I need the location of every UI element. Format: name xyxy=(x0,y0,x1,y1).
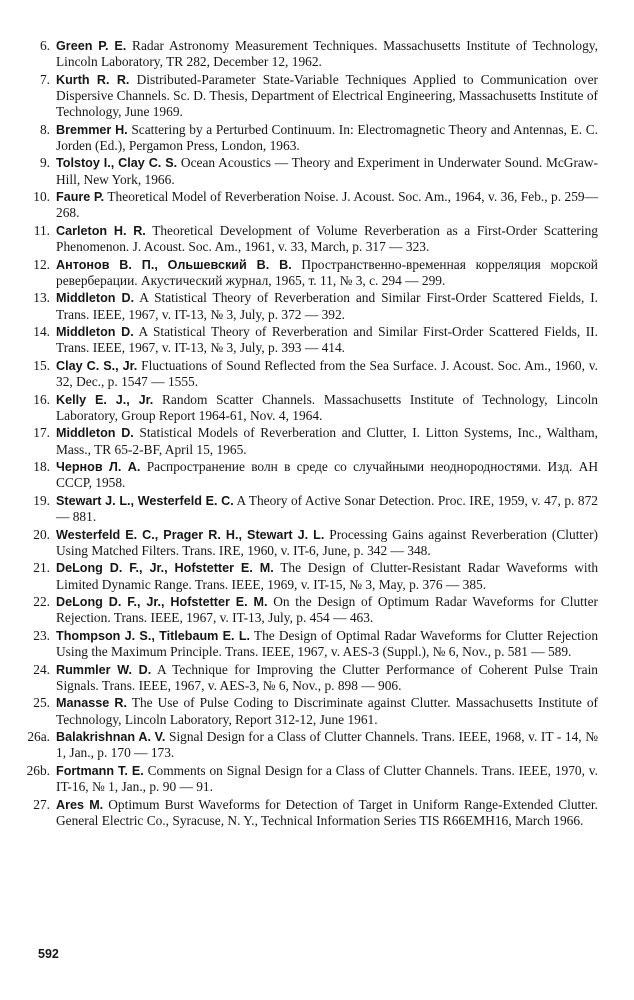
reference-author: Thompson J. S., Titlebaum E. L. xyxy=(56,628,251,643)
reference-item xyxy=(20,729,598,761)
reference-number: 13. xyxy=(33,290,50,306)
reference-number: 20. xyxy=(33,526,50,542)
page-number: 592 xyxy=(38,947,59,961)
reference-author: Антонов В. П., Ольшевский В. В. xyxy=(56,257,292,272)
reference-number: 27. xyxy=(33,796,50,812)
reference-item xyxy=(20,797,598,829)
reference-author: Kelly E. J., Jr. xyxy=(56,392,154,407)
reference-item xyxy=(20,392,598,424)
reference-author: Чернов Л. А. xyxy=(56,460,141,475)
reference-author: Carleton H. R. xyxy=(56,223,146,238)
reference-body xyxy=(56,257,598,289)
reference-number: 6. xyxy=(39,38,50,53)
reference-number: 24. xyxy=(33,661,50,677)
reference-number: 10. xyxy=(33,189,50,205)
reference-text: A Technique for Improving the Clutter Performance of Coherent Pulse Train Signals. Trans. IEEE, 1967, v. AES-3, № 6, Nov., p. 898 — 906. xyxy=(56,661,598,693)
reference-number: 26b. xyxy=(26,762,50,778)
reference-body xyxy=(56,628,598,660)
reference-number: 19. xyxy=(33,492,50,508)
reference-text: Пространственно-временная корреляция морской реверберации. Акустический журнал, 1965, т. 11, № 3, с. 294 — 299. xyxy=(56,256,598,288)
reference-author: Faure P. xyxy=(56,190,105,205)
reference-author: Ares M. xyxy=(56,797,104,812)
reference-author: DeLong D. F., Jr., Hofstetter E. M. xyxy=(56,595,268,610)
reference-number: 22. xyxy=(33,594,50,610)
reference-item xyxy=(20,189,598,221)
reference-item xyxy=(20,628,598,660)
reference-body xyxy=(56,155,598,187)
reference-item xyxy=(20,257,598,289)
reference-body xyxy=(56,560,598,592)
reference-item xyxy=(20,695,598,727)
reference-text: A Statistical Theory of Reverberation and Similar First-Order Scattered Fields, II. Trans. IEEE, 1967, v. IT-13, № 3, July, p. 393 — 414. xyxy=(56,324,598,356)
reference-text: Scattering by a Perturbed Continuum. In: Electromagnetic Theory and Antennas, E. C. Jorden (Ed.), Pergamon Press, London, 1963. xyxy=(56,121,598,153)
reference-list xyxy=(20,38,598,830)
reference-text: A Statistical Theory of Reverberation and Similar First-Order Scattered Fields, I. Trans. IEEE, 1967, v. IT-13, № 3, July, p. 372 — 392. xyxy=(56,290,598,322)
reference-text: Ocean Acoustics — Theory and Experiment in Underwater Sound. McGraw-Hill, New York, 1966. xyxy=(56,155,598,187)
reference-item xyxy=(20,223,598,255)
reference-author: Fortmann T. E. xyxy=(56,763,144,778)
reference-author: DeLong D. F., Jr., Hofstetter E. M. xyxy=(56,561,274,576)
reference-item xyxy=(20,324,598,356)
reference-body xyxy=(56,459,598,491)
reference-item xyxy=(20,155,598,187)
reference-item xyxy=(20,527,598,559)
reference-author: Middleton D. xyxy=(56,291,135,306)
reference-body xyxy=(56,493,598,525)
reference-author: Middleton D. xyxy=(56,426,134,441)
reference-number: 17. xyxy=(33,425,50,441)
reference-body xyxy=(56,662,598,694)
reference-item xyxy=(20,493,598,525)
reference-text: The Design of Optimal Radar Waveforms for Clutter Rejection Using the Maximum Principle. Trans. IEEE, 1967, v. AES-3 (Suppl.), № 6, Nov., p. 581 — 589. xyxy=(56,627,599,660)
reference-text: The Design of Clutter-Resistant Radar Waveforms with Limited Dynamic Range. Trans. IEEE, 1969, v. IT-15, № 3, May, p. 376 — 385. xyxy=(56,560,599,592)
reference-item xyxy=(20,594,598,626)
reference-body xyxy=(56,189,598,221)
reference-body xyxy=(56,392,598,424)
reference-item xyxy=(20,662,598,694)
reference-number: 23. xyxy=(33,627,50,643)
reference-number: 16. xyxy=(33,391,50,407)
reference-author: Manasse R. xyxy=(56,696,127,711)
reference-number: 18. xyxy=(33,459,50,475)
reference-text: Signal Design for a Class of Clutter Channels. Trans. IEEE, 1968, v. IT - 14, № 1, Jan., p. 170 — 173. xyxy=(56,729,598,761)
reference-item xyxy=(20,290,598,322)
reference-body xyxy=(56,425,598,457)
reference-number: 8. xyxy=(39,121,50,137)
reference-author: Kurth R. R. xyxy=(56,72,130,87)
reference-author: Bremmer H. xyxy=(56,122,128,137)
reference-body xyxy=(56,797,598,829)
reference-number: 21. xyxy=(33,560,50,576)
reference-text: Statistical Models of Reverberation and Clutter, I. Litton Systems, Inc., Waltham, Mass., TR 65-2-BF, April 15, 1965. xyxy=(56,425,598,457)
reference-item xyxy=(20,38,598,70)
reference-author: Westerfeld E. C., Prager R. H., Stewart J. L. xyxy=(56,527,325,542)
reference-number: 7. xyxy=(39,71,50,87)
reference-author: Clay C. S., Jr. xyxy=(56,358,138,373)
reference-body xyxy=(56,695,598,727)
reference-number: 26a. xyxy=(27,729,50,745)
reference-item xyxy=(20,358,598,390)
reference-body xyxy=(56,358,598,390)
reference-text: On the Design of Optimum Radar Waveforms for Clutter Rejection. Trans. IEEE, 1967, v. IT-13, July, p. 454 — 463. xyxy=(56,594,598,626)
reference-number: 25. xyxy=(33,695,50,711)
reference-author: Stewart J. L., Westerfeld E. C. xyxy=(56,493,234,508)
reference-text: Optimum Burst Waveforms for Detection of Target in Uniform Range-Extended Clutter. General Electric Co., Syracuse, N. Y., Technical Information Series TIS R66EMH16, March 1966. xyxy=(56,796,598,828)
reference-text: Распространение волн в среде со случайными неоднородностями. Изд. АН СССР, 1958. xyxy=(56,459,598,491)
reference-item xyxy=(20,72,598,121)
reference-item xyxy=(20,459,598,491)
reference-text: Distributed-Parameter State-Variable Techniques Applied to Communication over Dispersive Channels. Sc. D. Thesis, Department of Electrical Engineering, Massachusetts Institute of Technology, June 1969. xyxy=(56,71,598,120)
reference-number: 9. xyxy=(39,155,50,171)
reference-body xyxy=(56,324,598,356)
reference-text: Fluctuations of Sound Reflected from the Sea Surface. J. Acoust. Soc. Am., 1960, v. 32, Dec., p. 1547 — 1555. xyxy=(56,357,598,390)
reference-body xyxy=(56,122,598,154)
reference-text: Random Scatter Channels. Massachusetts Institute of Technology, Lincoln Laboratory, Group Report 1964-61, Nov. 4, 1964. xyxy=(56,391,598,423)
reference-author: Tolstoy I., Clay C. S. xyxy=(56,156,178,171)
reference-item xyxy=(20,122,598,154)
reference-body xyxy=(56,290,598,322)
reference-body xyxy=(56,763,598,795)
reference-text: Theoretical Model of Reverberation Noise. J. Acoust. Soc. Am., 1964, v. 36, Feb., p. 259—268. xyxy=(56,189,598,221)
reference-number: 15. xyxy=(33,357,50,373)
reference-text: Radar Astronomy Measurement Techniques. Massachusetts Institute of Technology, Lincoln Laboratory, TR 282, December 12, 1962. xyxy=(56,38,598,70)
reference-text: Theoretical Development of Volume Reverberation as a First-Order Scattering Phenomenon. J. Acoust. Soc. Am., 1961, v. 33, March, p. 317 — 323. xyxy=(56,222,598,255)
reference-body xyxy=(56,729,598,761)
reference-body xyxy=(56,223,598,255)
reference-text: A Theory of Active Sonar Detection. Proc. IRE, 1959, v. 47, p. 872 — 881. xyxy=(56,492,598,525)
reference-number: 14. xyxy=(33,324,50,340)
reference-number: 11. xyxy=(33,222,50,238)
reference-body xyxy=(56,38,598,70)
reference-item xyxy=(20,763,598,795)
reference-body xyxy=(56,72,598,121)
reference-author: Balakrishnan A. V. xyxy=(56,730,166,745)
reference-body xyxy=(56,594,598,626)
reference-number: 12. xyxy=(33,256,50,272)
reference-author: Green P. E. xyxy=(56,39,127,53)
reference-text: The Use of Pulse Coding to Discriminate against Clutter. Massachusetts Institute of Technology, Lincoln Laboratory, Report 312-12, June 1961. xyxy=(56,695,599,727)
reference-text: Comments on Signal Design for a Class of Clutter Channels. Trans. IEEE, 1970, v. IT-16, № 1, Jan., p. 90 — 91. xyxy=(56,762,598,795)
reference-item xyxy=(20,560,598,592)
reference-body xyxy=(56,527,598,559)
reference-item xyxy=(20,425,598,457)
reference-text: Processing Gains against Reverberation (Clutter) Using Matched Filters. Trans. IRE, 1960, v. IT-6, June, p. 342 — 348. xyxy=(56,526,598,558)
reference-author: Middleton D. xyxy=(56,325,134,340)
reference-author: Rummler W. D. xyxy=(56,662,152,677)
